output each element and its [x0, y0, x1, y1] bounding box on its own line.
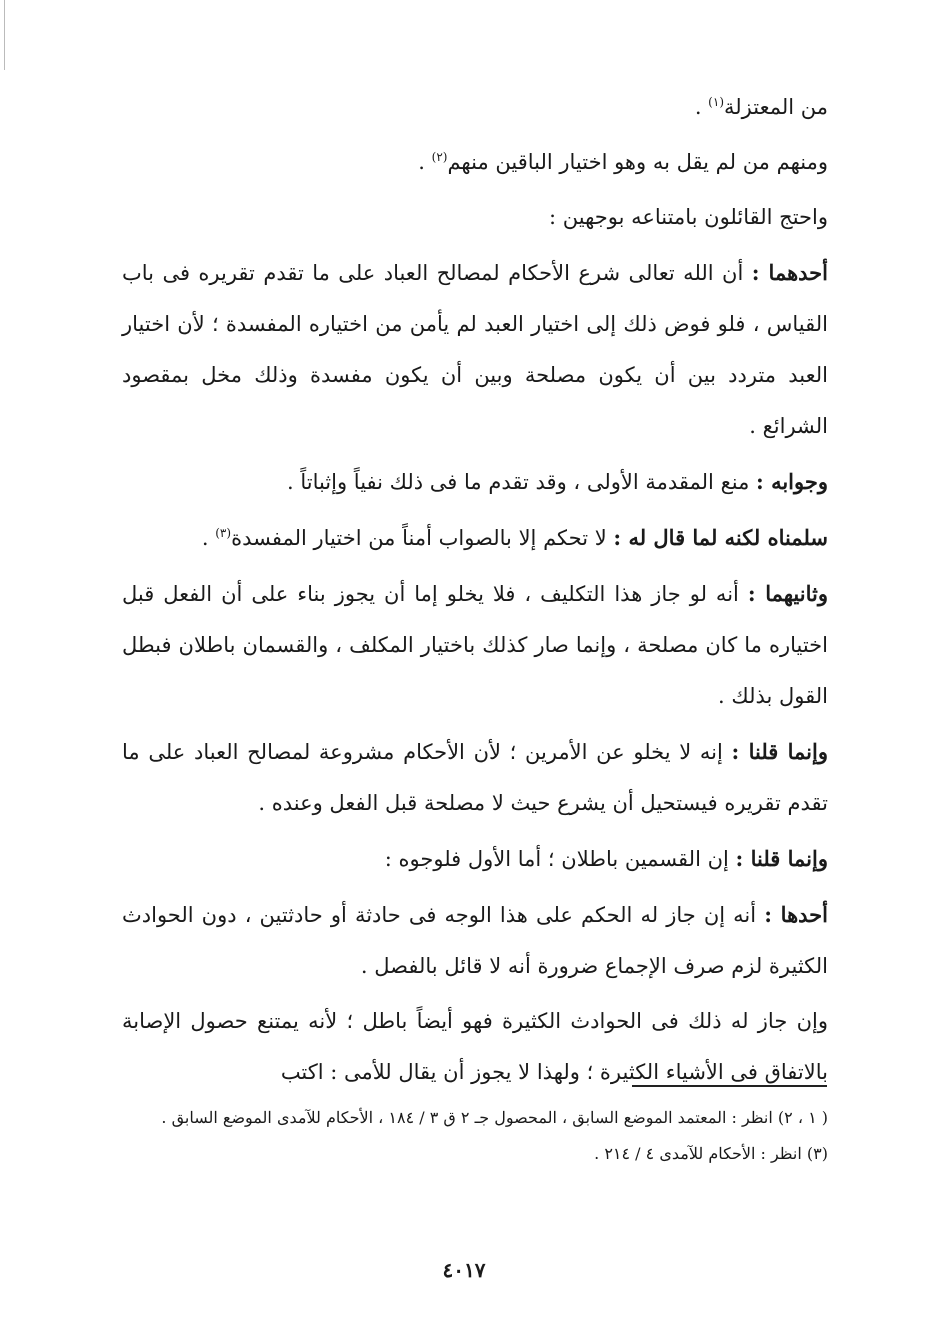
footnote-ref: (٣): [215, 526, 232, 540]
footnote: (٣) انظر : الأحكام للآمدى ٤ / ٢١٤ .: [594, 1144, 828, 1163]
paragraph: [122, 568, 828, 722]
paragraph: [122, 192, 828, 243]
margin-line: [4, 0, 5, 70]
paragraph-text: أنه إن جاز له الحكم على هذا الوجه فى حادثة أو حادثتين ، دون الحوادث الكثيرة لزم صرف الإجماع ضرورة أنه لا قائل بالفصل .: [122, 903, 828, 978]
paragraph-lead: سلمناه لكنه لما قال له :: [613, 525, 828, 550]
paragraph: [122, 889, 828, 992]
page-number: ٤٠١٧: [442, 1258, 486, 1282]
paragraph: [122, 512, 828, 564]
main-text: [122, 82, 828, 1102]
paragraph-lead: أحدهما :: [751, 260, 828, 285]
paragraph-text: أن الله تعالى شرع الأحكام لمصالح العباد على ما تقدم تقريره فى باب القياس ، فلو فوض ذلك إلى اختيار العبد لم يأمن من اختياره المفسدة ؛ لأن اختيار العبد متردد بين أن يكون مصلحة وبين أن يكون مفسدة وذلك مخل بمقصود الشرائع .: [122, 261, 828, 438]
paragraph-text: إنه لا يخلو عن الأمرين ؛ لأن الأحكام مشروعة لمصالح العباد على ما تقدم تقريره فيستحيل أن يشرع حيث لا مصلحة قبل الفعل وعنده .: [122, 740, 828, 815]
paragraph: [122, 456, 828, 508]
paragraph-text: إن القسمين باطلان ؛ أما الأول فلوجوه :: [384, 847, 736, 871]
paragraph: [122, 137, 828, 188]
paragraph-lead: وجوابه :: [756, 469, 828, 494]
paragraph-tail: .: [694, 95, 709, 119]
footnote: ( ١ ، ٢) انظر : المعتمد الموضع السابق ، المحصول جـ ٢ ق ٣ / ١٨٤ ، الأحكام للآمدى الموضع السابق .: [161, 1108, 828, 1127]
paragraph: [122, 726, 828, 829]
paragraph-text: وإن جاز له ذلك فى الحوادث الكثيرة فهو أيضاً باطل ؛ لأنه يمتنع حصول الإصابة بالاتفاق فى الأشياء الكثيرة ؛ ولهذا لا يجوز أن يقال للأمى : اكتب: [122, 1009, 828, 1084]
paragraph-lead: وإنما قلنا :: [731, 739, 829, 764]
paragraph: [122, 833, 828, 885]
footnotes: [112, 1100, 828, 1172]
footnote-ref: (٢): [431, 150, 448, 164]
paragraph-lead: وإنما قلنا :: [735, 846, 828, 871]
paragraph: [122, 82, 828, 133]
paragraph: [122, 996, 828, 1098]
footnote-separator: [632, 1085, 827, 1087]
paragraph-tail: .: [201, 526, 216, 550]
paragraph: [122, 247, 828, 452]
paragraph-text: منع المقدمة الأولى ، وقد تقدم ما فى ذلك نفياً وإثباتاً .: [286, 470, 757, 494]
paragraph-tail: .: [418, 150, 432, 174]
paragraph-text: أنه لو جاز هذا التكليف ، فلا يخلو إما أن يجوز بناء على أن الفعل قبل اختياره ما كان مصلحة ، وإنما صار كذلك باختيار المكلف ، والقسمان باطلان فبطل القول بذلك .: [122, 582, 828, 708]
paragraph-text: لا تحكم إلا بالصواب أمناً من اختيار المفسدة: [231, 526, 614, 550]
paragraph-text: واحتج القائلون بامتناعه بوجهين :: [549, 205, 828, 229]
paragraph-text: ومنهم من لم يقل به وهو اختيار الباقين منهم: [447, 150, 828, 174]
paragraph-lead: وثانيهما :: [747, 581, 828, 606]
paragraph-lead: أحدها :: [764, 902, 828, 927]
paragraph-text: من المعتزلة: [724, 95, 828, 119]
footnote-ref: (١): [708, 95, 724, 109]
